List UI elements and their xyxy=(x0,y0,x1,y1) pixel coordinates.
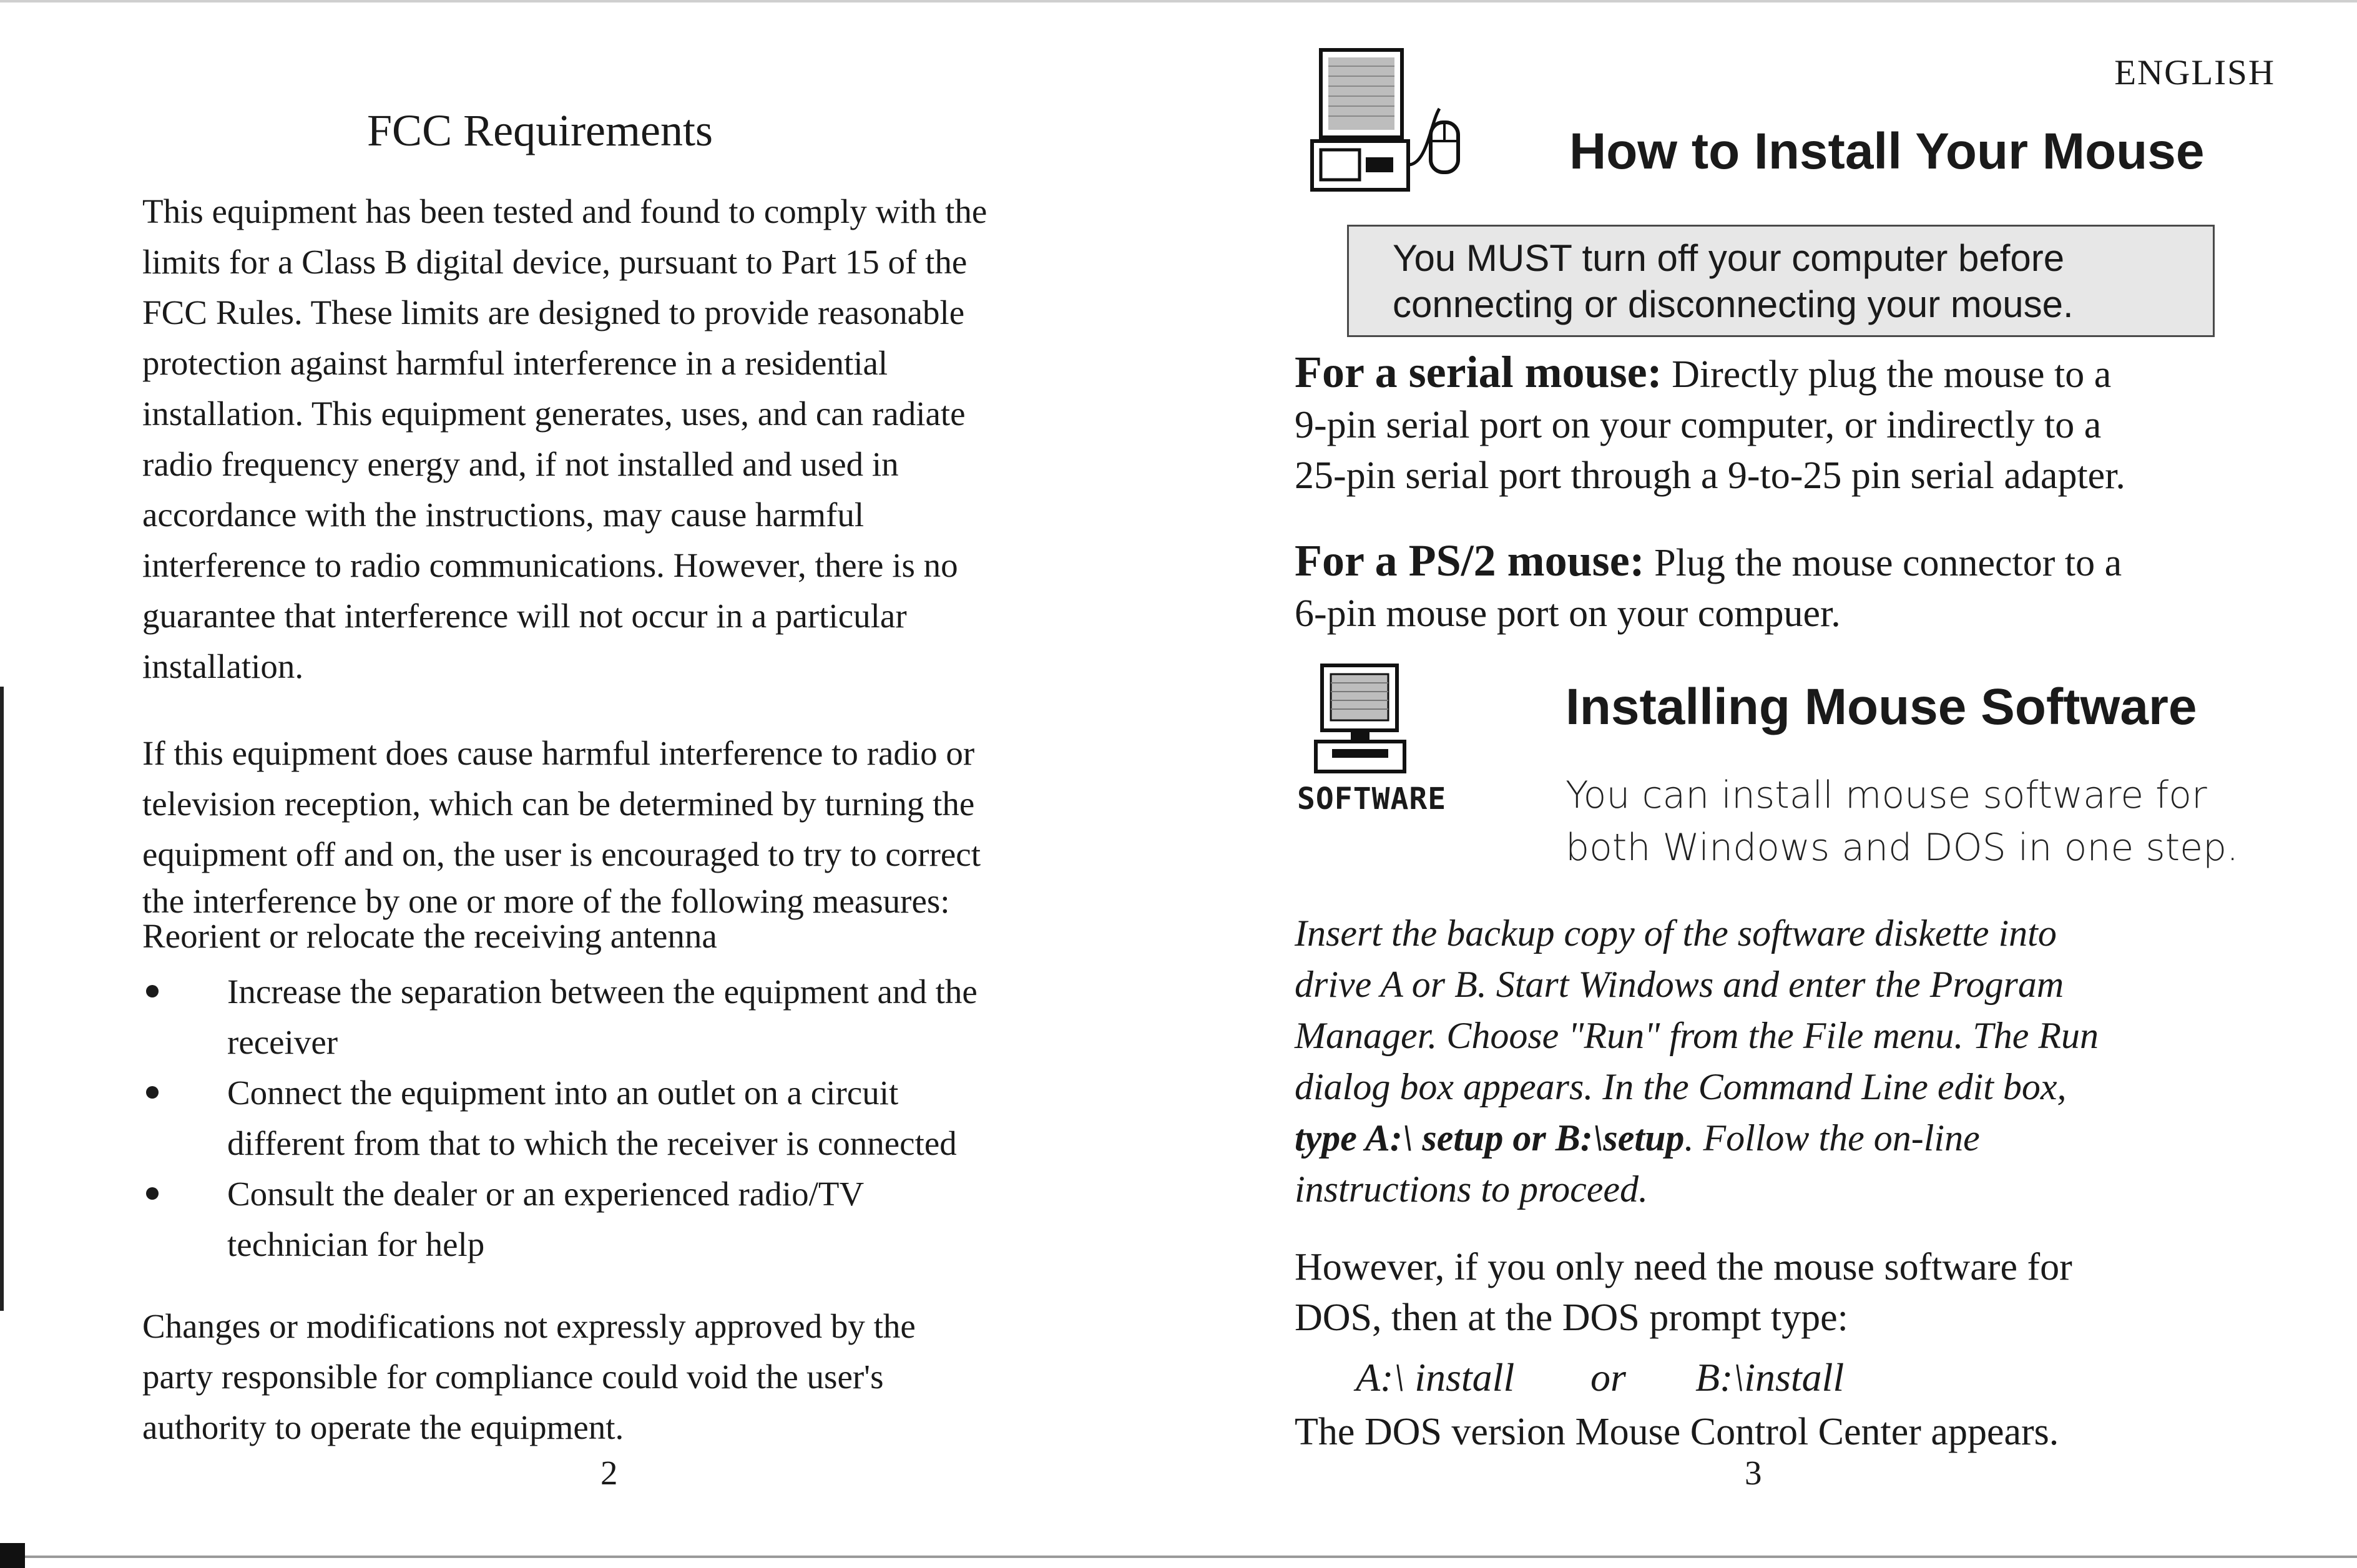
warning-box xyxy=(1347,225,2215,337)
install-command-b: B:\install xyxy=(1695,1355,1845,1399)
language-label: ENGLISH xyxy=(2114,53,2275,92)
measure-reorient: Reorient or relocate the receiving antenna xyxy=(142,917,717,955)
serial-lead: For a serial mouse: xyxy=(1295,347,1662,397)
right-page xyxy=(1178,0,2357,1568)
text-line: However, if you only need the mouse software for xyxy=(1295,1246,2072,1288)
text-line: This equipment has been tested and found to comply with the xyxy=(142,192,987,230)
text-line: limits for a Class B digital device, pursuant to Part 15 of the xyxy=(142,243,968,281)
software-heading: Installing Mouse Software xyxy=(1566,679,2197,735)
text-line: technician for help xyxy=(227,1225,485,1263)
list-item xyxy=(142,1067,1104,1169)
page-number: 2 xyxy=(600,1454,618,1492)
text-line: . Follow the on-line xyxy=(1684,1117,1980,1159)
install-command-a: A:\ install xyxy=(1356,1355,1515,1399)
fcc-paragraph-2 xyxy=(142,728,1104,880)
text-line: party responsible for compliance could void the user's xyxy=(142,1358,884,1396)
warning-line: You MUST turn off your computer before xyxy=(1393,237,2065,279)
text-line: installation. xyxy=(142,647,304,685)
software-intro xyxy=(1566,769,2238,874)
software-icon-caption: SOFTWARE xyxy=(1297,782,1447,816)
text-line: different from that to which the receiver is connected xyxy=(227,1124,957,1162)
text-line: Insert the backup copy of the software diskette into xyxy=(1295,913,2057,954)
install-instructions xyxy=(1295,908,2318,1215)
text-line: If this equipment does cause harmful interference to radio or xyxy=(142,734,975,772)
text-line: The DOS version Mouse Control Center appears. xyxy=(1295,1411,2059,1453)
list-item xyxy=(142,1169,1104,1270)
text-line: Changes or modifications not expressly approved by the xyxy=(142,1307,916,1345)
text-line: installation. This equipment generates, uses, and can radiate xyxy=(142,394,966,433)
left-page xyxy=(0,0,1178,1568)
fcc-paragraph-1 xyxy=(142,186,1104,692)
bullet-icon xyxy=(146,985,159,997)
text-line: interference to radio communications. However, there is no xyxy=(142,546,958,584)
text-line: 25-pin serial port through a 9-to-25 pin serial adapter. xyxy=(1295,454,2125,497)
page-title: FCC Requirements xyxy=(367,105,713,155)
fcc-paragraph-3 xyxy=(142,1301,1104,1453)
computer-mouse-icon xyxy=(1308,47,1471,197)
setup-command: type A:\ setup or B:\setup xyxy=(1295,1117,1685,1159)
list-item xyxy=(142,966,1104,1067)
text-line: both Windows and DOS in one step. xyxy=(1566,826,2239,870)
text-line: 6-pin mouse port on your compuer. xyxy=(1295,592,1841,635)
text-line: Manager. Choose "Run" from the File menu. The Run xyxy=(1295,1015,2099,1056)
text-line: Consult the dealer or an experienced radio/TV xyxy=(227,1175,865,1213)
text-line: guarantee that interference will not occur in a particular xyxy=(142,597,907,635)
text-line: receiver xyxy=(227,1023,338,1061)
text-line: Directly plug the mouse to a xyxy=(1662,353,2112,396)
text-line: Increase the separation between the equipment and the xyxy=(227,973,978,1011)
text-line: authority to operate the equipment. xyxy=(142,1408,624,1446)
text-line: Connect the equipment into an outlet on a circuit xyxy=(227,1074,899,1112)
text-line: 9-pin serial port on your computer, or indirectly to a xyxy=(1295,404,2102,446)
text-line: dialog box appears. In the Command Line edit box, xyxy=(1295,1066,2067,1107)
text-line: radio frequency energy and, if not installed and used in xyxy=(142,445,899,483)
text-line: accordance with the instructions, may cause harmful xyxy=(142,496,865,534)
text-line: Plug the mouse connector to a xyxy=(1644,542,2122,584)
closing-line xyxy=(1295,1407,2318,1458)
bullet-icon xyxy=(146,1086,159,1099)
text-line: television reception, which can be determined by turning the xyxy=(142,785,975,823)
text-line: You can install mouse software for xyxy=(1566,773,2207,817)
measures-list xyxy=(142,966,1104,1270)
page-number: 3 xyxy=(1745,1454,1762,1492)
bullet-icon xyxy=(146,1187,159,1200)
ps2-lead: For a PS/2 mouse: xyxy=(1295,536,1645,586)
text-line: drive A or B. Start Windows and enter the Program xyxy=(1295,964,2064,1005)
text-line: FCC Rules. These limits are designed to provide reasonable xyxy=(142,293,965,331)
warning-line: connecting or disconnecting your mouse. xyxy=(1393,283,2074,325)
ps2-mouse-paragraph xyxy=(1295,536,2318,639)
text-line: equipment off and on, the user is encouraged to try to correct xyxy=(142,835,981,873)
serial-mouse-paragraph xyxy=(1295,347,2318,501)
text-line: DOS, then at the DOS prompt type: xyxy=(1295,1296,1848,1339)
text-line: protection against harmful interference in a residential xyxy=(142,344,888,382)
measures-intro: the interference by one or more of the following measures: xyxy=(142,882,950,920)
command-or: or xyxy=(1590,1355,1626,1399)
dos-paragraph xyxy=(1295,1242,2318,1343)
text-line: instructions to proceed. xyxy=(1295,1169,1649,1210)
install-heading: How to Install Your Mouse xyxy=(1569,123,2205,180)
